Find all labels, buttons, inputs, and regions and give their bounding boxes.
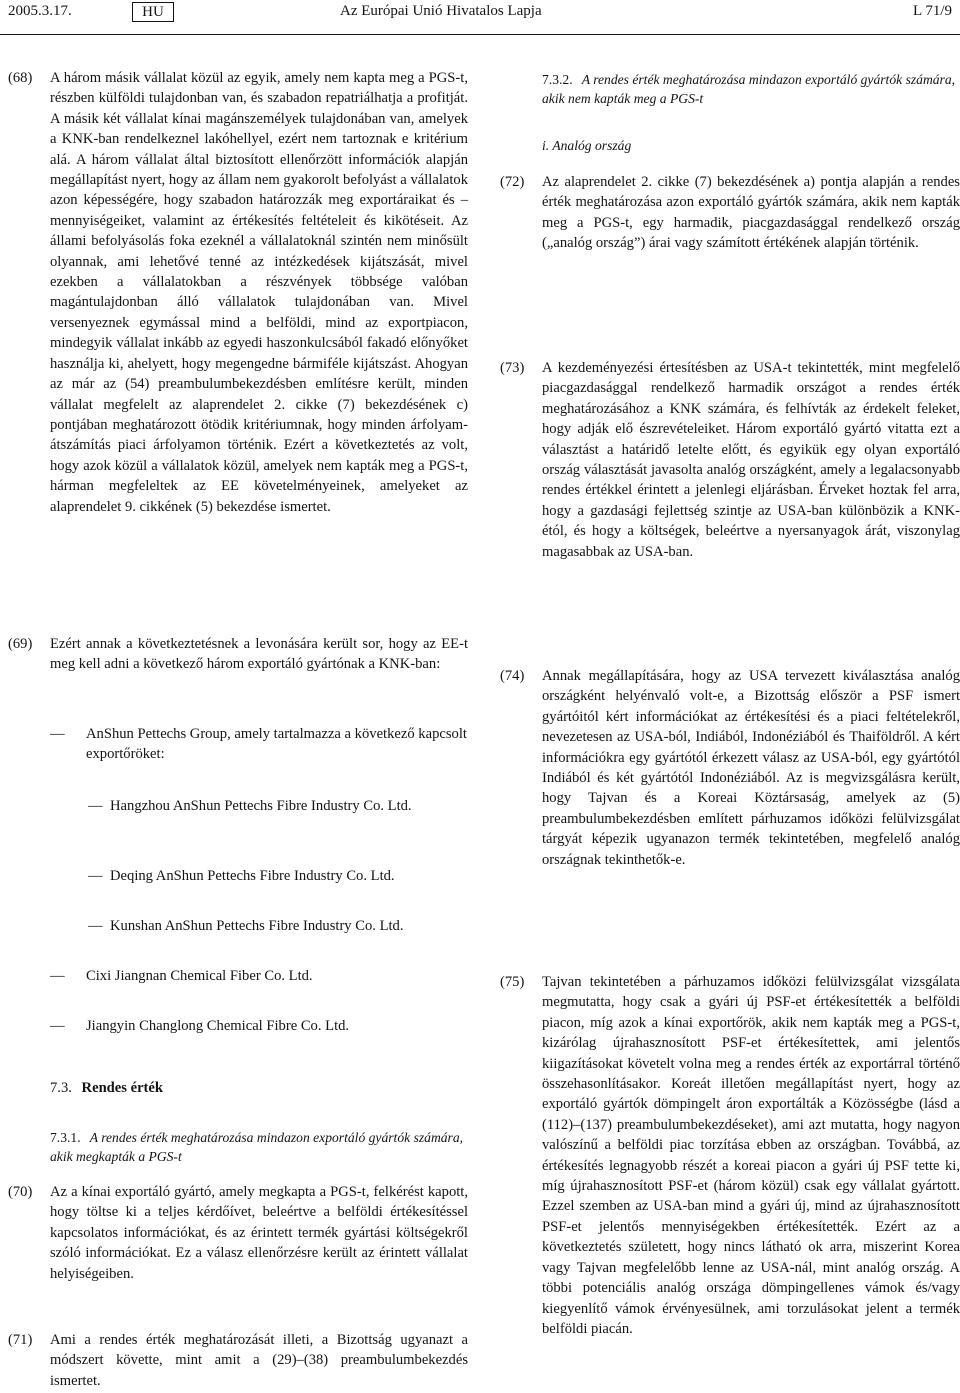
paragraph-number: (70) <box>8 1184 33 1200</box>
paragraph-71 <box>8 1330 468 1391</box>
dash-marker: — <box>88 868 103 884</box>
paragraph-number: (68) <box>8 70 33 86</box>
section-title: Rendes érték <box>81 1080 164 1096</box>
section-number: 7.3.2. <box>542 72 573 87</box>
dash-marker: — <box>50 726 65 742</box>
sub-list-item-text: Hangzhou AnShun Pettechs Fibre Industry Co. Ltd. <box>110 798 412 814</box>
paragraph-number: (69) <box>8 636 33 652</box>
sub-list-item <box>88 916 468 936</box>
list-item-text: Jiangyin Changlong Chemical Fibre Co. Ltd. <box>86 1018 350 1034</box>
paragraph-number: (74) <box>500 668 525 684</box>
paragraph-text: A kezdeményezési értesítésben az USA-t tekintették, mint megfelelő piacgazdasággal rendelkező harmadik országot a rendes érték meghatározásához a KNK számára, és felhívták az érdekelt feleket, hogy adják elő észrevételeiket. Három exportáló gyártó vitatta ezt a választást a határidő letelte előtt, és egyikük egy olyan exportáló ország választását javasolta analóg országként, amely a legalacsonyabb rendes értékkel érintett a jelenlegi eljárásban. Érveket hoztak fel arra, hogy a gazdasági fejlettség szintje az USA-ban különbözik a KNK-étól, és hogy a költségek, beleértve a nyersanyagok árát, viszonylag magasabbak az USA-ban. <box>542 360 960 560</box>
journal-title: Az Európai Unió Hivatalos Lapja <box>340 3 542 19</box>
section-title: A rendes érték meghatározása mindazon exportáló gyártók számára, akik megkapták a PGS-t <box>50 1130 464 1164</box>
paragraph-69 <box>8 634 468 675</box>
paragraph-number: (73) <box>500 360 525 376</box>
dash-marker: — <box>50 968 65 984</box>
section-number: 7.3. <box>50 1080 72 1096</box>
header-rule <box>0 34 960 35</box>
section-title: A rendes érték meghatározása mindazon exportáló gyártók számára, akik nem kapták meg a PGS-t <box>542 72 956 106</box>
section-heading-7-3-1 <box>50 1128 468 1166</box>
section-heading-7-3 <box>50 1078 163 1098</box>
list-item <box>50 1016 468 1036</box>
paragraph-text: A három másik vállalat közül az egyik, amely nem kapta meg a PGS-t, részben külföldi tulajdonban van, és szabadon repatriálhatja a profitját. A másik két vállalat kínai magánszemélyek tulajdonában van, amelyek a KNK-ban rendelkeznel lakóhellyel, ezért nem tartoznak e kritérium alá. A három vállalat által biztosított ellenőrzött információk alapján megállapítást nyert, hogy az állam nem gyakorolt befolyást a vállalatok azon képességére, hogy szabadon határozzák meg exportáraikat és –mennyiségeiket, valamint az értékesítés feltételeit és kikötéseit. Az állami befolyásolás foka ezeknél a vállalatoknál szintén nem minősült olyannak, ami lehetővé tenné az intézkedések kijátszását, mivel ezekben a vállalatokban a részvények többsége valóban magántulajdonban álló vállalatok tulajdonában van. Mivel versenyeznek egymással mind a belföldi, mind az exportpiacon, mindegyik vállalat inkább az egyedi haszonkulcsából fakadó előnyőket használja ki, ahelyett, hogy megengedne bármiféle kijátszást. Ahogyan az már az (54) preambulumbekezdésben említésre került, minden vállalat megfelelt az alaprendelet 2. cikke (7) bekezdésének c) pontjában meghatározott ötödik kritériumnak, hogy minden árfolyam-átszámítás piaci árfolyamon történik. Ezért a következtetés az volt, hogy azok közül a vállalatok közül, amelyek nem kapták meg a PGS-t, hárman megfeleltek az EE követelményeinek, amelyeket az alaprendelet 9. cikkének (5) bekezdése ismertet. <box>50 70 468 515</box>
list-item-text: AnShun Pettechs Group, amely tartalmazza a következő kapcsolt exportőröket: <box>86 726 467 763</box>
list-item-group <box>50 724 468 765</box>
section-number: 7.3.1. <box>50 1130 81 1145</box>
publication-date: 2005.3.17. <box>8 3 72 19</box>
sub-list-item <box>88 796 468 816</box>
paragraph-text: Ami a rendes érték meghatározását illeti, a Bizottság ugyanazt a módszert követte, mint amit a (29)–(38) preambulumbekezdés ismertet. <box>50 1332 468 1389</box>
dash-marker: — <box>50 1018 65 1034</box>
paragraph-text: Tajvan tekintetében a párhuzamos időközi felülvizsgálat vizsgálata megmutatta, hogy csak a gyári új PSF-et értékesítették a belföldi piacon, míg azok a kínai exportőrök, akik nem kapták meg a PGS-t, kizárólag újrahasznosított PSF-et értékesítettek, ami jelentős kiigazításokat követelt volna meg a rendes érték az exportárral történő összehasonlításakor. Koreát illetően megállapítást nyert, hogy az exportáló gyártók dömpingelt áron exportálták a Közösségbe (lásd a (112)–(137) preambulumbekezdéseket), ami azt mutatta, hogy nagyon valószínű a belföldi piac torzítása ebben az országban. Továbbá, az értékesítés legnagyobb részét a koreai piacon a gyári új PSF tette ki, míg újrahasznosított PSF-et (három közül) csak egy vállalat gyártott. Ezzel szemben az USA-ban mind a gyári új, mind az újrahasznosított PSF-et jelentős mennyiségekben értékesítették. Ezért az a következtetés született, hogy nincs látható ok arra, miszerint Korea vagy Tajvan megfelelőbb lenne az USA-nál, mint analóg ország. A többi potenciális analóg országa dömpingellenes vámok és/vagy kiegyenlítő vámok érvényesülnek, ami torzulásokat jelent a termék belföldi piacán. <box>542 974 960 1337</box>
sub-list-item-text: Kunshan AnShun Pettechs Fibre Industry Co. Ltd. <box>110 918 404 934</box>
paragraph-73 <box>500 358 960 562</box>
paragraph-68 <box>8 68 468 517</box>
language-code-box: HU <box>132 2 174 22</box>
paragraph-text: Az a kínai exportáló gyártó, amely megkapta a PGS-t, felkérést kapott, hogy töltse ki a teljes kérdőívet, beleértve a belföldi értékesítéssel kapcsolatos információkat, és az érintett termék gyártási költségekről szóló információkat. Ez a válasz ellenőrzésre került az érintett vállalat helyiségeiben. <box>50 1184 468 1282</box>
subheading-analog-country: i. Analóg ország <box>542 138 632 153</box>
paragraph-number: (75) <box>500 974 525 990</box>
page-reference: L 71/9 <box>912 3 952 19</box>
paragraph-text: Annak megállapítására, hogy az USA tervezett kiválasztása analóg országként helyénvaló volt-e, a Bizottság először a PSF ismert gyártóitól kért információkat az értékesítési és a piaci feltételekről, nevezetesen az USA-ból, Indiából, Indonéziából és Thaiföldről. A kért információkra egy gyártótól érkezett válasz az USA-ból, egy gyártótól Indiából és két gyártótól Indonéziából. Az is megvizsgálásra került, hogy Tajvan és a Koreai Köztársaság, amelyek az (5) preambulumbekezdésben említett párhuzamos időközi felülvizsgálat tárgyát képezik ugyanazon termék tekintetében, megfelelő analóg országnak tekinthetők-e. <box>542 668 960 868</box>
section-heading-7-3-2 <box>542 70 960 108</box>
paragraph-70 <box>8 1182 468 1284</box>
paragraph-number: (71) <box>8 1332 33 1348</box>
dash-marker: — <box>88 798 103 814</box>
paragraph-72 <box>500 172 960 254</box>
sub-list-item-text: Deqing AnShun Pettechs Fibre Industry Co. Ltd. <box>110 868 395 884</box>
dash-marker: — <box>88 918 103 934</box>
list-item <box>50 966 468 986</box>
paragraph-text: Ezért annak a következtetésnek a levonására került sor, hogy az EE-t meg kell adni a következő három exportáló gyártónak a KNK-ban: <box>50 636 468 673</box>
list-item-text: Cixi Jiangnan Chemical Fiber Co. Ltd. <box>86 968 313 984</box>
paragraph-74 <box>500 666 960 870</box>
page-header <box>0 0 960 26</box>
paragraph-number: (72) <box>500 174 525 190</box>
sub-list-item <box>88 866 468 886</box>
paragraph-75 <box>500 972 960 1339</box>
paragraph-text: Az alaprendelet 2. cikke (7) bekezdésének a) pontja alapján a rendes érték meghatározása azon exportáló gyártók számára, akik nem kapták meg a PGS-t, egy harmadik, piacgazdasággal rendelkező ország („analóg ország”) árai vagy számított értékének alapján történik. <box>542 174 960 252</box>
